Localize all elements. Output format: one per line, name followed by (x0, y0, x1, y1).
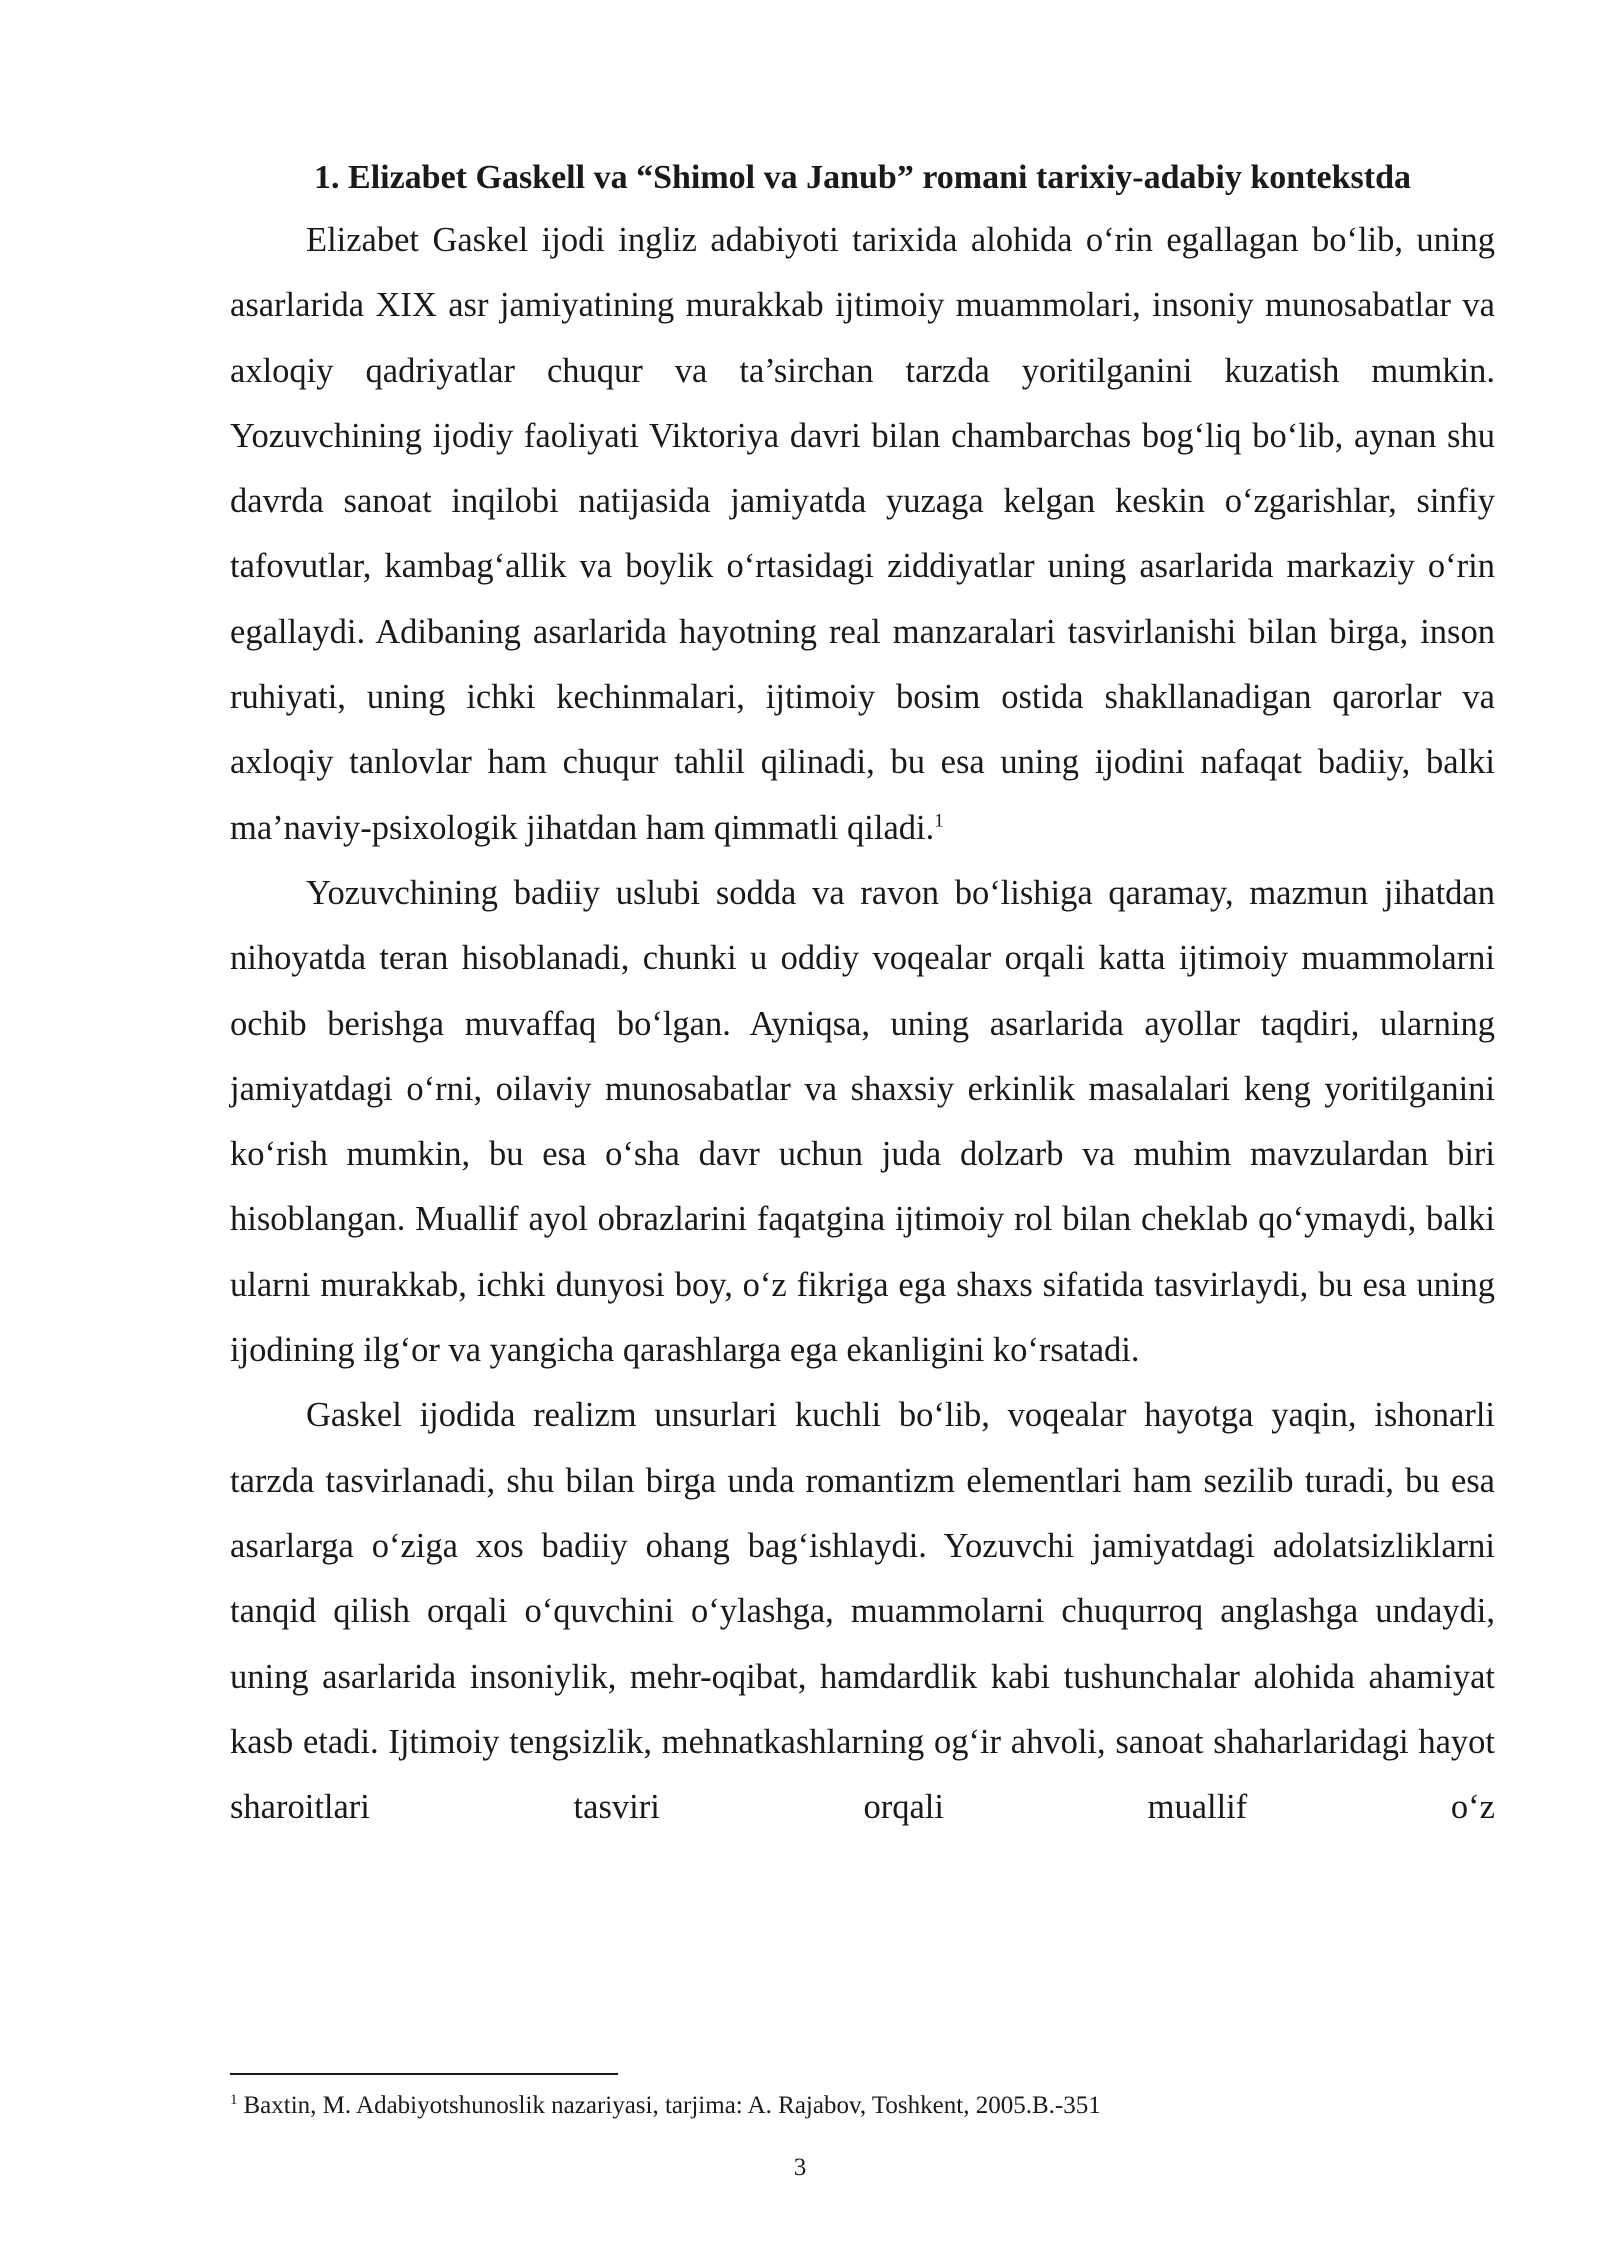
page-body (230, 148, 1495, 1840)
section-heading: 1. Elizabet Gaskell va “Shimol va Janub” romani tarixiy-adabiy kontekstda (314, 159, 1411, 196)
footnote-separator (230, 2073, 618, 2075)
paragraph-3 (230, 1383, 1495, 1840)
paragraph-2-text: Yozuvchining badiiy uslubi sodda va ravon bo‘lishiga qaramay, mazmun jihatdan nihoyatda teran hisoblanadi, chunki u oddiy voqealar orqali katta ijtimoiy muammolarni ochib berishga muvaffaq bo‘lgan. Ayniqsa, uning asarlarida ayollar taqdiri, ularning jamiyatdagi o‘rni, oilaviy munosabatlar va shaxsiy erkinlik masalalari keng yoritilganini ko‘rish mumkin, bu esa o‘sha davr uchun juda dolzarb va muhim mavzulardan biri hisoblangan. Muallif ayol obrazlarini faqatgina ijtimoiy rol bilan cheklab qo‘ymaydi, balki ularni murakkab, ichki dunyosi boy, o‘z fikriga ega shaxs sifatida tasvirlaydi, bu esa uning ijodining ilg‘or va yangicha qarashlarga ega ekanligini ko‘rsatadi. (230, 873, 1495, 1370)
footnote-reference[interactable]: 1 (934, 810, 944, 832)
paragraph-3-text: Gaskel ijodida realizm unsurlari kuchli bo‘lib, voqealar hayotga yaqin, ishonarli tarzda tasvirlanadi, shu bilan birga unda romantizm elementlari ham sezilib turadi, bu esa asarlarga o‘ziga xos badiiy ohang bag‘ishlaydi. Yozuvchi jamiyatdagi adolatsizliklarni tanqid qilish orqali o‘quvchini o‘ylashga, muammolarni chuqurroq anglashga undaydi, uning asarlarida insoniylik, mehr-oqibat, hamdardlik kabi tushunchalar alohida ahamiyat kasb etadi. Ijtimoiy tengsizlik, mehnatkashlarning og‘ir ahvoli, sanoat shaharlaridagi hayot sharoitlari tasviri orqali muallif o‘z (230, 1396, 1495, 1827)
footnote (230, 2088, 1101, 2124)
footnote-text: Baxtin, M. Adabiyotshunoslik nazariyasi, tarjima: A. Rajabov, Toshkent, 2005.B.-351 (243, 2092, 1101, 2119)
paragraph-1 (230, 208, 1495, 861)
paragraph-2 (230, 861, 1495, 1383)
paragraph-1-text: Elizabet Gaskel ijodi ingliz adabiyoti tarixida alohida o‘rin egallagan bo‘lib, uning asarlarida XIX asr jamiyatining murakkab ijtimoiy muammolari, insoniy munosabatlar va axloqiy qadriyatlar chuqur va ta’sirchan tarzda yoritilganini kuzatish mumkin. Yozuvchining ijodiy faoliyati Viktoriya davri bilan chambarchas bog‘liq bo‘lib, aynan shu davrda sanoat inqilobi natijasida jamiyatda yuzaga kelgan keskin o‘zgarishlar, sinfiy tafovutlar, kambag‘allik va boylik o‘rtasidagi ziddiyatlar uning asarlarida markaziy o‘rin egallaydi. Adibaning asarlarida hayotning real manzaralari tasvirlanishi bilan birga, inson ruhiyati, uning ichki kechinmalari, ijtimoiy bosim ostida shakllanadigan qarorlar va axloqiy tanlovlar ham chuqur tahlil qilinadi, bu esa uning ijodini nafaqat badiiy, balki ma’naviy-psixologik jihatdan ham qimmatli qiladi. (230, 221, 1495, 847)
footnote-marker: 1 (230, 2091, 238, 2108)
page-number: 3 (793, 2154, 807, 2181)
